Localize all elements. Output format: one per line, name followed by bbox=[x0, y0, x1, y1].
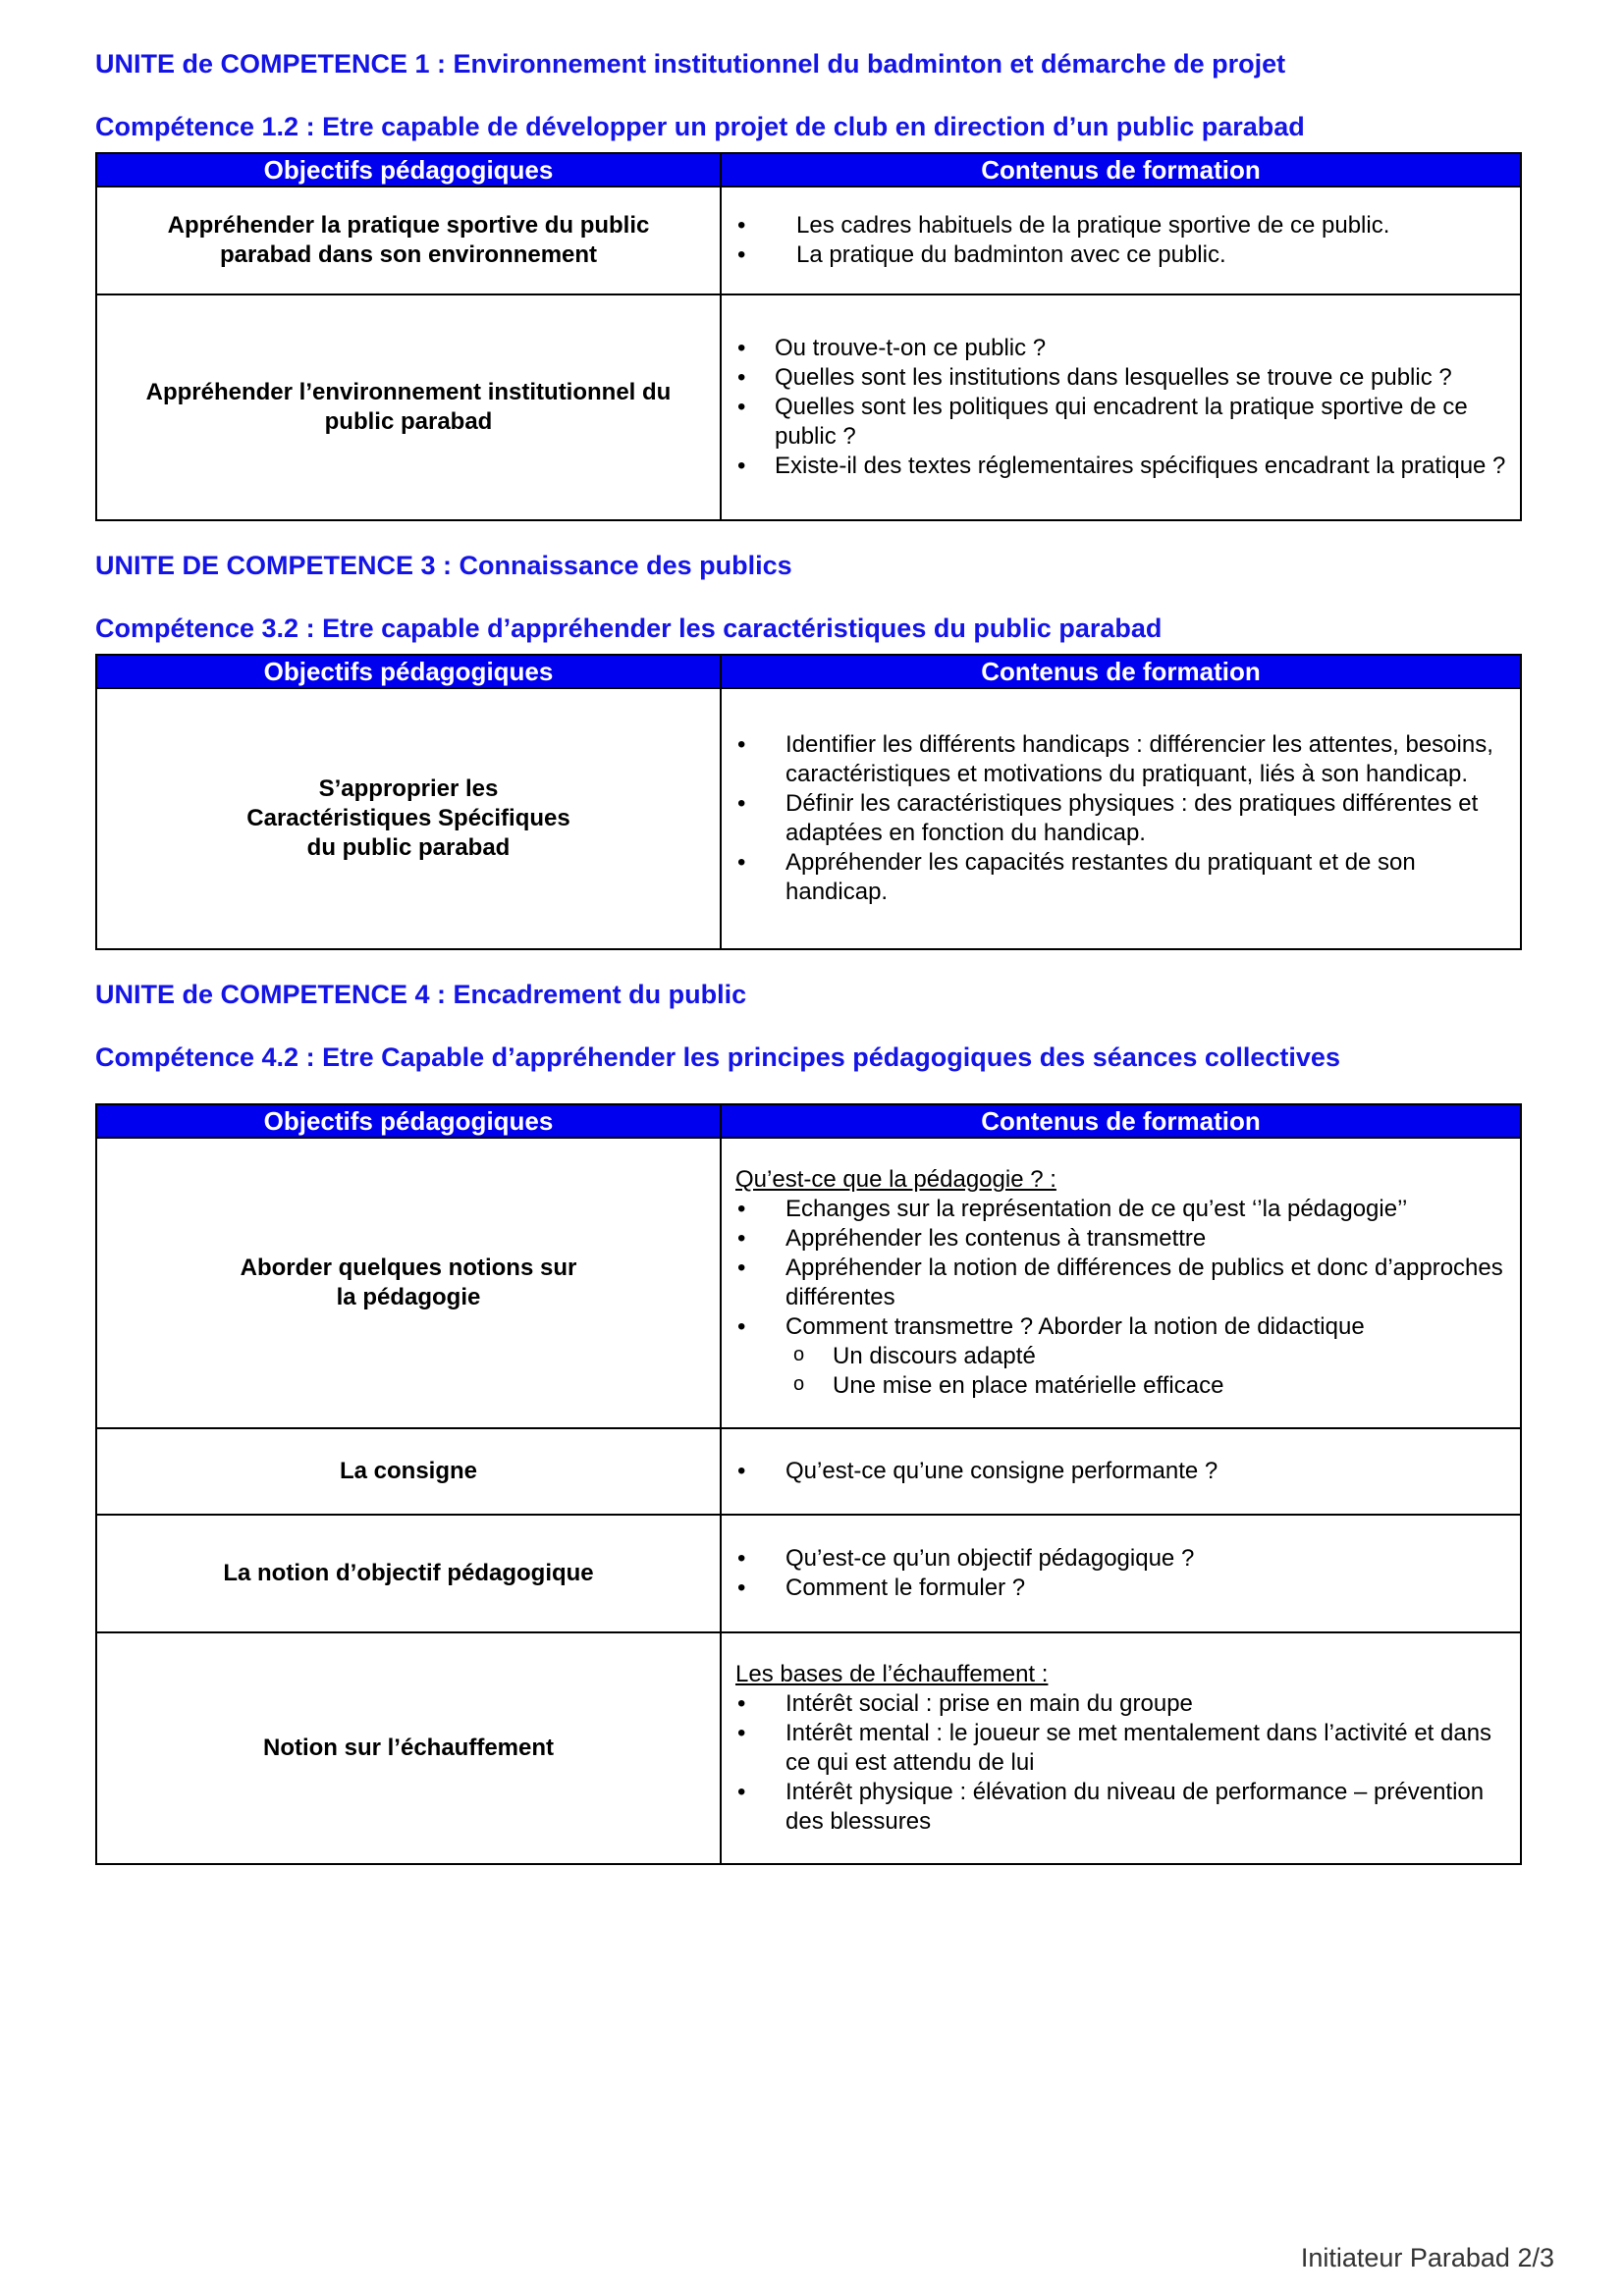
header-objectives: Objectifs pédagogiques bbox=[96, 1104, 721, 1138]
list-item bbox=[735, 1312, 1516, 1401]
section-unit-1 bbox=[95, 47, 1519, 521]
content-list bbox=[735, 1544, 1516, 1603]
table-row bbox=[96, 688, 1521, 949]
unit-title: UNITE de COMPETENCE 4 : Encadrement du public bbox=[95, 980, 747, 1009]
list-item: • Identifier les différents handicaps : différencier les attentes, besoins, caractéristiques et motivations du pratiquant, liés à son handicap. bbox=[735, 730, 1516, 789]
content-list bbox=[735, 211, 1516, 270]
header-contents: Contenus de formation bbox=[721, 153, 1521, 187]
content-intro: Qu’est-ce que la pédagogie ? : bbox=[735, 1166, 1056, 1193]
list-item: • Appréhender les capacités restantes du pratiquant et de son handicap. bbox=[735, 848, 1516, 907]
list-item: • Appréhender les contenus à transmettre bbox=[735, 1224, 1516, 1254]
list-item: • Intérêt physique : élévation du niveau de performance – prévention des blessures bbox=[735, 1778, 1516, 1837]
content-cell bbox=[721, 187, 1521, 294]
list-item-text: Comment transmettre ? Aborder la notion de didactique bbox=[785, 1313, 1365, 1340]
list-item: • Comment le formuler ? bbox=[735, 1574, 1516, 1603]
list-item: • Quelles sont les institutions dans lesquelles se trouve ce public ? bbox=[735, 363, 1516, 393]
list-item: • Qu’est-ce qu’un objectif pédagogique ? bbox=[735, 1544, 1516, 1574]
header-contents: Contenus de formation bbox=[721, 1104, 1521, 1138]
unit-title: UNITE DE COMPETENCE 3 : Connaissance des publics bbox=[95, 551, 792, 580]
content-cell bbox=[721, 294, 1521, 520]
list-item: • Echanges sur la représentation de ce qu’est ‘’la pédagogie’’ bbox=[735, 1195, 1516, 1224]
competence-title: Compétence 3.2 : Etre capable d’appréhender les caractéristiques du public parabad bbox=[95, 614, 1163, 643]
list-item: • Existe-il des textes réglementaires spécifiques encadrant la pratique ? bbox=[735, 452, 1516, 481]
content-list bbox=[735, 1457, 1516, 1486]
table-header-row bbox=[96, 153, 1521, 187]
competence-title: Compétence 1.2 : Etre capable de développer un projet de club en direction d’un public parabad bbox=[95, 112, 1305, 141]
table-row bbox=[96, 294, 1521, 520]
table-header-row bbox=[96, 1104, 1521, 1138]
table-row bbox=[96, 1138, 1521, 1428]
content-cell bbox=[721, 688, 1521, 949]
header-objectives: Objectifs pédagogiques bbox=[96, 655, 721, 688]
competence-table bbox=[95, 1103, 1522, 1865]
content-cell bbox=[721, 1515, 1521, 1632]
competence-title: Compétence 4.2 : Etre Capable d’appréhender les principes pédagogiques des séances collectives bbox=[95, 1042, 1340, 1072]
content-cell bbox=[721, 1428, 1521, 1515]
list-item: • Appréhender la notion de différences de publics et donc d’approches différentes bbox=[735, 1254, 1516, 1312]
content-list bbox=[735, 1689, 1516, 1837]
content-cell bbox=[721, 1632, 1521, 1864]
section-unit-3 bbox=[95, 549, 1519, 950]
list-item: • Intérêt social : prise en main du groupe bbox=[735, 1689, 1516, 1719]
objective-cell: Aborder quelques notions sur la pédagogie bbox=[96, 1138, 721, 1428]
table-header-row bbox=[96, 655, 1521, 688]
table-row bbox=[96, 1515, 1521, 1632]
list-item: • Les cadres habituels de la pratique sportive de ce public. bbox=[735, 211, 1516, 240]
list-item: • Définir les caractéristiques physiques : des pratiques différentes et adaptées en fonction du handicap. bbox=[735, 789, 1516, 848]
objective-cell: La consigne bbox=[96, 1428, 721, 1515]
content-list bbox=[735, 730, 1516, 907]
list-item: • Intérêt mental : le joueur se met mentalement dans l’activité et dans ce qui est attendu de lui bbox=[735, 1719, 1516, 1778]
competence-table bbox=[95, 152, 1522, 521]
table-row bbox=[96, 187, 1521, 294]
content-list bbox=[735, 1195, 1516, 1401]
competence-table bbox=[95, 654, 1522, 950]
list-item: • Qu’est-ce qu’une consigne performante ? bbox=[735, 1457, 1516, 1486]
header-contents: Contenus de formation bbox=[721, 655, 1521, 688]
sub-list-item: o Une mise en place matérielle efficace bbox=[785, 1371, 1516, 1401]
content-intro: Les bases de l’échauffement : bbox=[735, 1661, 1049, 1687]
content-list bbox=[735, 334, 1516, 481]
content-cell bbox=[721, 1138, 1521, 1428]
objective-cell: Appréhender l’environnement institutionnel du public parabad bbox=[96, 294, 721, 520]
objective-cell: S’approprier les Caractéristiques Spécifiques du public parabad bbox=[96, 688, 721, 949]
list-item: • Ou trouve-t-on ce public ? bbox=[735, 334, 1516, 363]
list-item: • Quelles sont les politiques qui encadrent la pratique sportive de ce public ? bbox=[735, 393, 1516, 452]
table-row bbox=[96, 1632, 1521, 1864]
list-item: • La pratique du badminton avec ce public. bbox=[735, 240, 1516, 270]
document-page bbox=[95, 47, 1519, 1865]
sub-list bbox=[785, 1342, 1516, 1401]
page-footer: Initiateur Parabad 2/3 bbox=[1300, 2243, 1554, 2272]
objective-cell: Notion sur l’échauffement bbox=[96, 1632, 721, 1864]
section-unit-4 bbox=[95, 978, 1519, 1865]
objective-cell: La notion d’objectif pédagogique bbox=[96, 1515, 721, 1632]
sub-list-item: o Un discours adapté bbox=[785, 1342, 1516, 1371]
header-objectives: Objectifs pédagogiques bbox=[96, 153, 721, 187]
table-row bbox=[96, 1428, 1521, 1515]
objective-cell: Appréhender la pratique sportive du public parabad dans son environnement bbox=[96, 187, 721, 294]
unit-title: UNITE de COMPETENCE 1 : Environnement institutionnel du badminton et démarche de projet bbox=[95, 49, 1286, 79]
